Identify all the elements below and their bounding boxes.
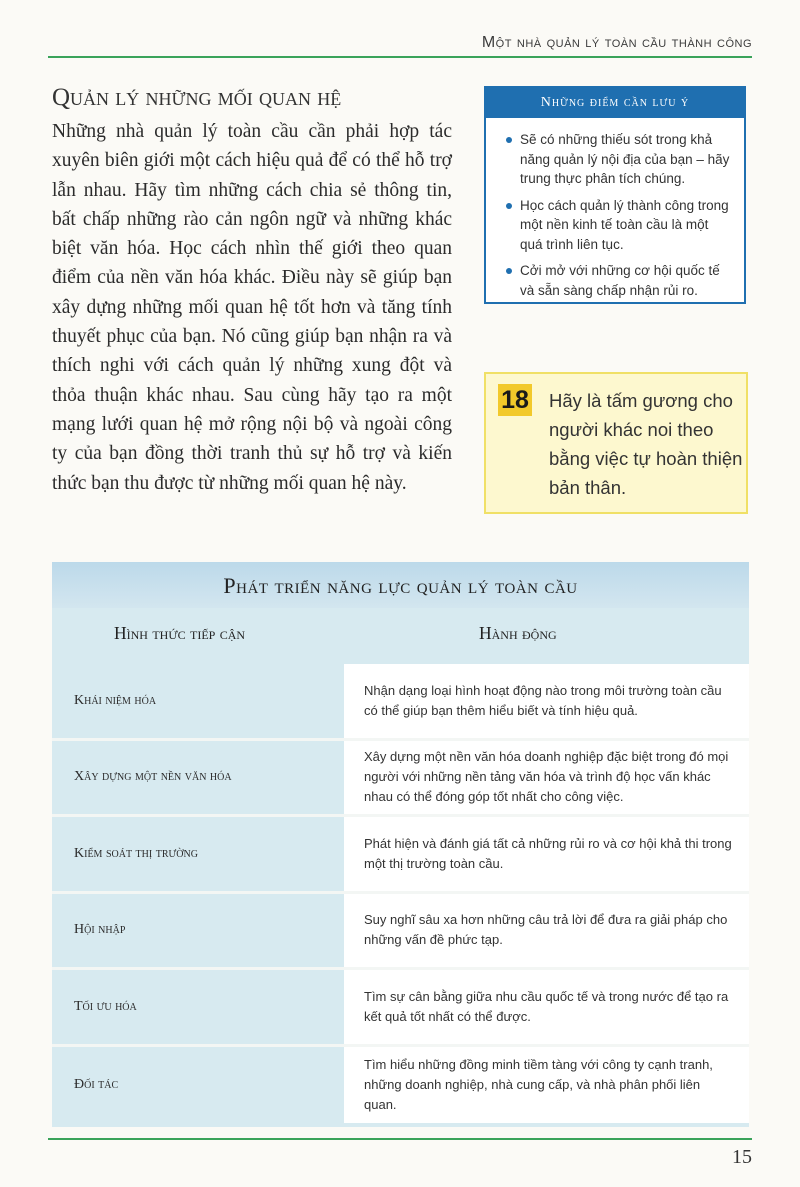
tip-item — [506, 196, 732, 255]
running-title: Một nhà quản lý toàn cầu thành công — [481, 34, 752, 51]
page-number: 15 — [732, 1146, 752, 1168]
action-cell: Phát hiện và đánh giá tất cả những rủi ro và cơ hội khả thi trong một thị trường toàn cầu. — [344, 817, 749, 891]
table-row — [52, 741, 749, 818]
table-row — [52, 817, 749, 894]
action-cell: Suy nghĩ sâu xa hơn những câu trả lời để đưa ra giải pháp cho những vấn đề phức tạp. — [344, 894, 749, 968]
action-cell: Nhận dạng loại hình hoạt động nào trong môi trường toàn cầu có thể giúp bạn thêm hiểu biết và tính hiệu quả. — [344, 664, 749, 738]
approach-cell: Hội nhập — [74, 922, 126, 938]
approach-cell: Đối tác — [74, 1076, 119, 1092]
column-header-action: Hành động — [479, 623, 557, 643]
tips-box — [484, 86, 746, 304]
tip-item — [506, 261, 732, 300]
bullet-icon — [506, 268, 512, 274]
column-header-approach: Hình thức tiếp cận — [114, 623, 246, 643]
action-cell: Tìm hiểu những đồng minh tiềm tàng với công ty cạnh tranh, những doanh nghiệp, nhà cung cấp, và nhà phân phối liên quan. — [344, 1047, 749, 1124]
approach-cell: Tối ưu hóa — [74, 998, 137, 1014]
tips-title: Những điểm cần lưu ý — [486, 88, 744, 118]
table-header-row — [52, 608, 749, 664]
table-title: Phát triển năng lực quản lý toàn cầu — [52, 562, 749, 608]
competency-table — [52, 562, 749, 1127]
tip-number-badge: 18 — [498, 384, 532, 416]
action-cell: Tìm sự cân bằng giữa nhu cầu quốc tế và trong nước để tạo ra kết quả tốt nhất có thể được. — [344, 970, 749, 1044]
bullet-icon — [506, 137, 512, 143]
tip-item-text: Sẽ có những thiếu sót trong khả năng quản lý nội địa của bạn – hãy trung thực phân tích chúng. — [520, 132, 730, 186]
table-row — [52, 1047, 749, 1124]
footer-rule — [48, 1138, 752, 1140]
section-title: Quản lý những mối quan hệ — [52, 84, 342, 111]
header-rule — [48, 56, 752, 58]
tip-18-box — [484, 372, 748, 514]
table-row — [52, 894, 749, 971]
table-row — [52, 664, 749, 741]
tips-list — [486, 118, 744, 300]
action-cell: Xây dựng một nền văn hóa doanh nghiệp đặc biệt trong đó mọi người với những nền tảng văn hóa và trình độ học vấn khác nhau có thể đóng góp tốt nhất cho công việc. — [344, 741, 749, 815]
tip-item-text: Học cách quản lý thành công trong một nền kinh tế toàn cầu là một quá trình liên tục. — [520, 197, 729, 252]
tip-item — [506, 130, 732, 189]
tip-item-text: Cởi mở với những cơ hội quốc tế và sẵn sàng chấp nhận rủi ro. — [520, 263, 720, 298]
tip-18-text: Hãy là tấm gương cho người khác noi theo bằng việc tự hoàn thiện bản thân. — [549, 390, 743, 498]
body-paragraph: Những nhà quản lý toàn cầu cần phải hợp tác xuyên biên giới một cách hiệu quả để có thể hỗ trợ lẫn nhau. Hãy tìm những cách chia sẻ thông tin, bất chấp những rào cản ngôn ngữ và những khác biệt văn hóa. Học cách nhìn thế giới theo quan điểm của nền văn hóa khác. Điều này sẽ giúp bạn xây dựng những mối quan hệ tốt hơn và tăng tính thuyết phục của bạn. Nó cũng giúp bạn nhận ra và thích nghi với cách quản lý những xung đột và thỏa thuận khác nhau. Sau cùng hãy tạo ra một mạng lưới quan hệ mở rộng nội bộ và ngoài công ty của bạn đồng thời tranh thủ sự hỗ trợ và kiến thức bạn thu được từ những mối quan hệ này. — [52, 121, 452, 494]
approach-cell: Khái niệm hóa — [74, 692, 157, 708]
approach-cell: Kiểm soát thị trường — [74, 845, 198, 861]
bullet-icon — [506, 203, 512, 209]
table-row — [52, 970, 749, 1047]
approach-cell: Xây dựng một nền văn hóa — [74, 769, 232, 785]
